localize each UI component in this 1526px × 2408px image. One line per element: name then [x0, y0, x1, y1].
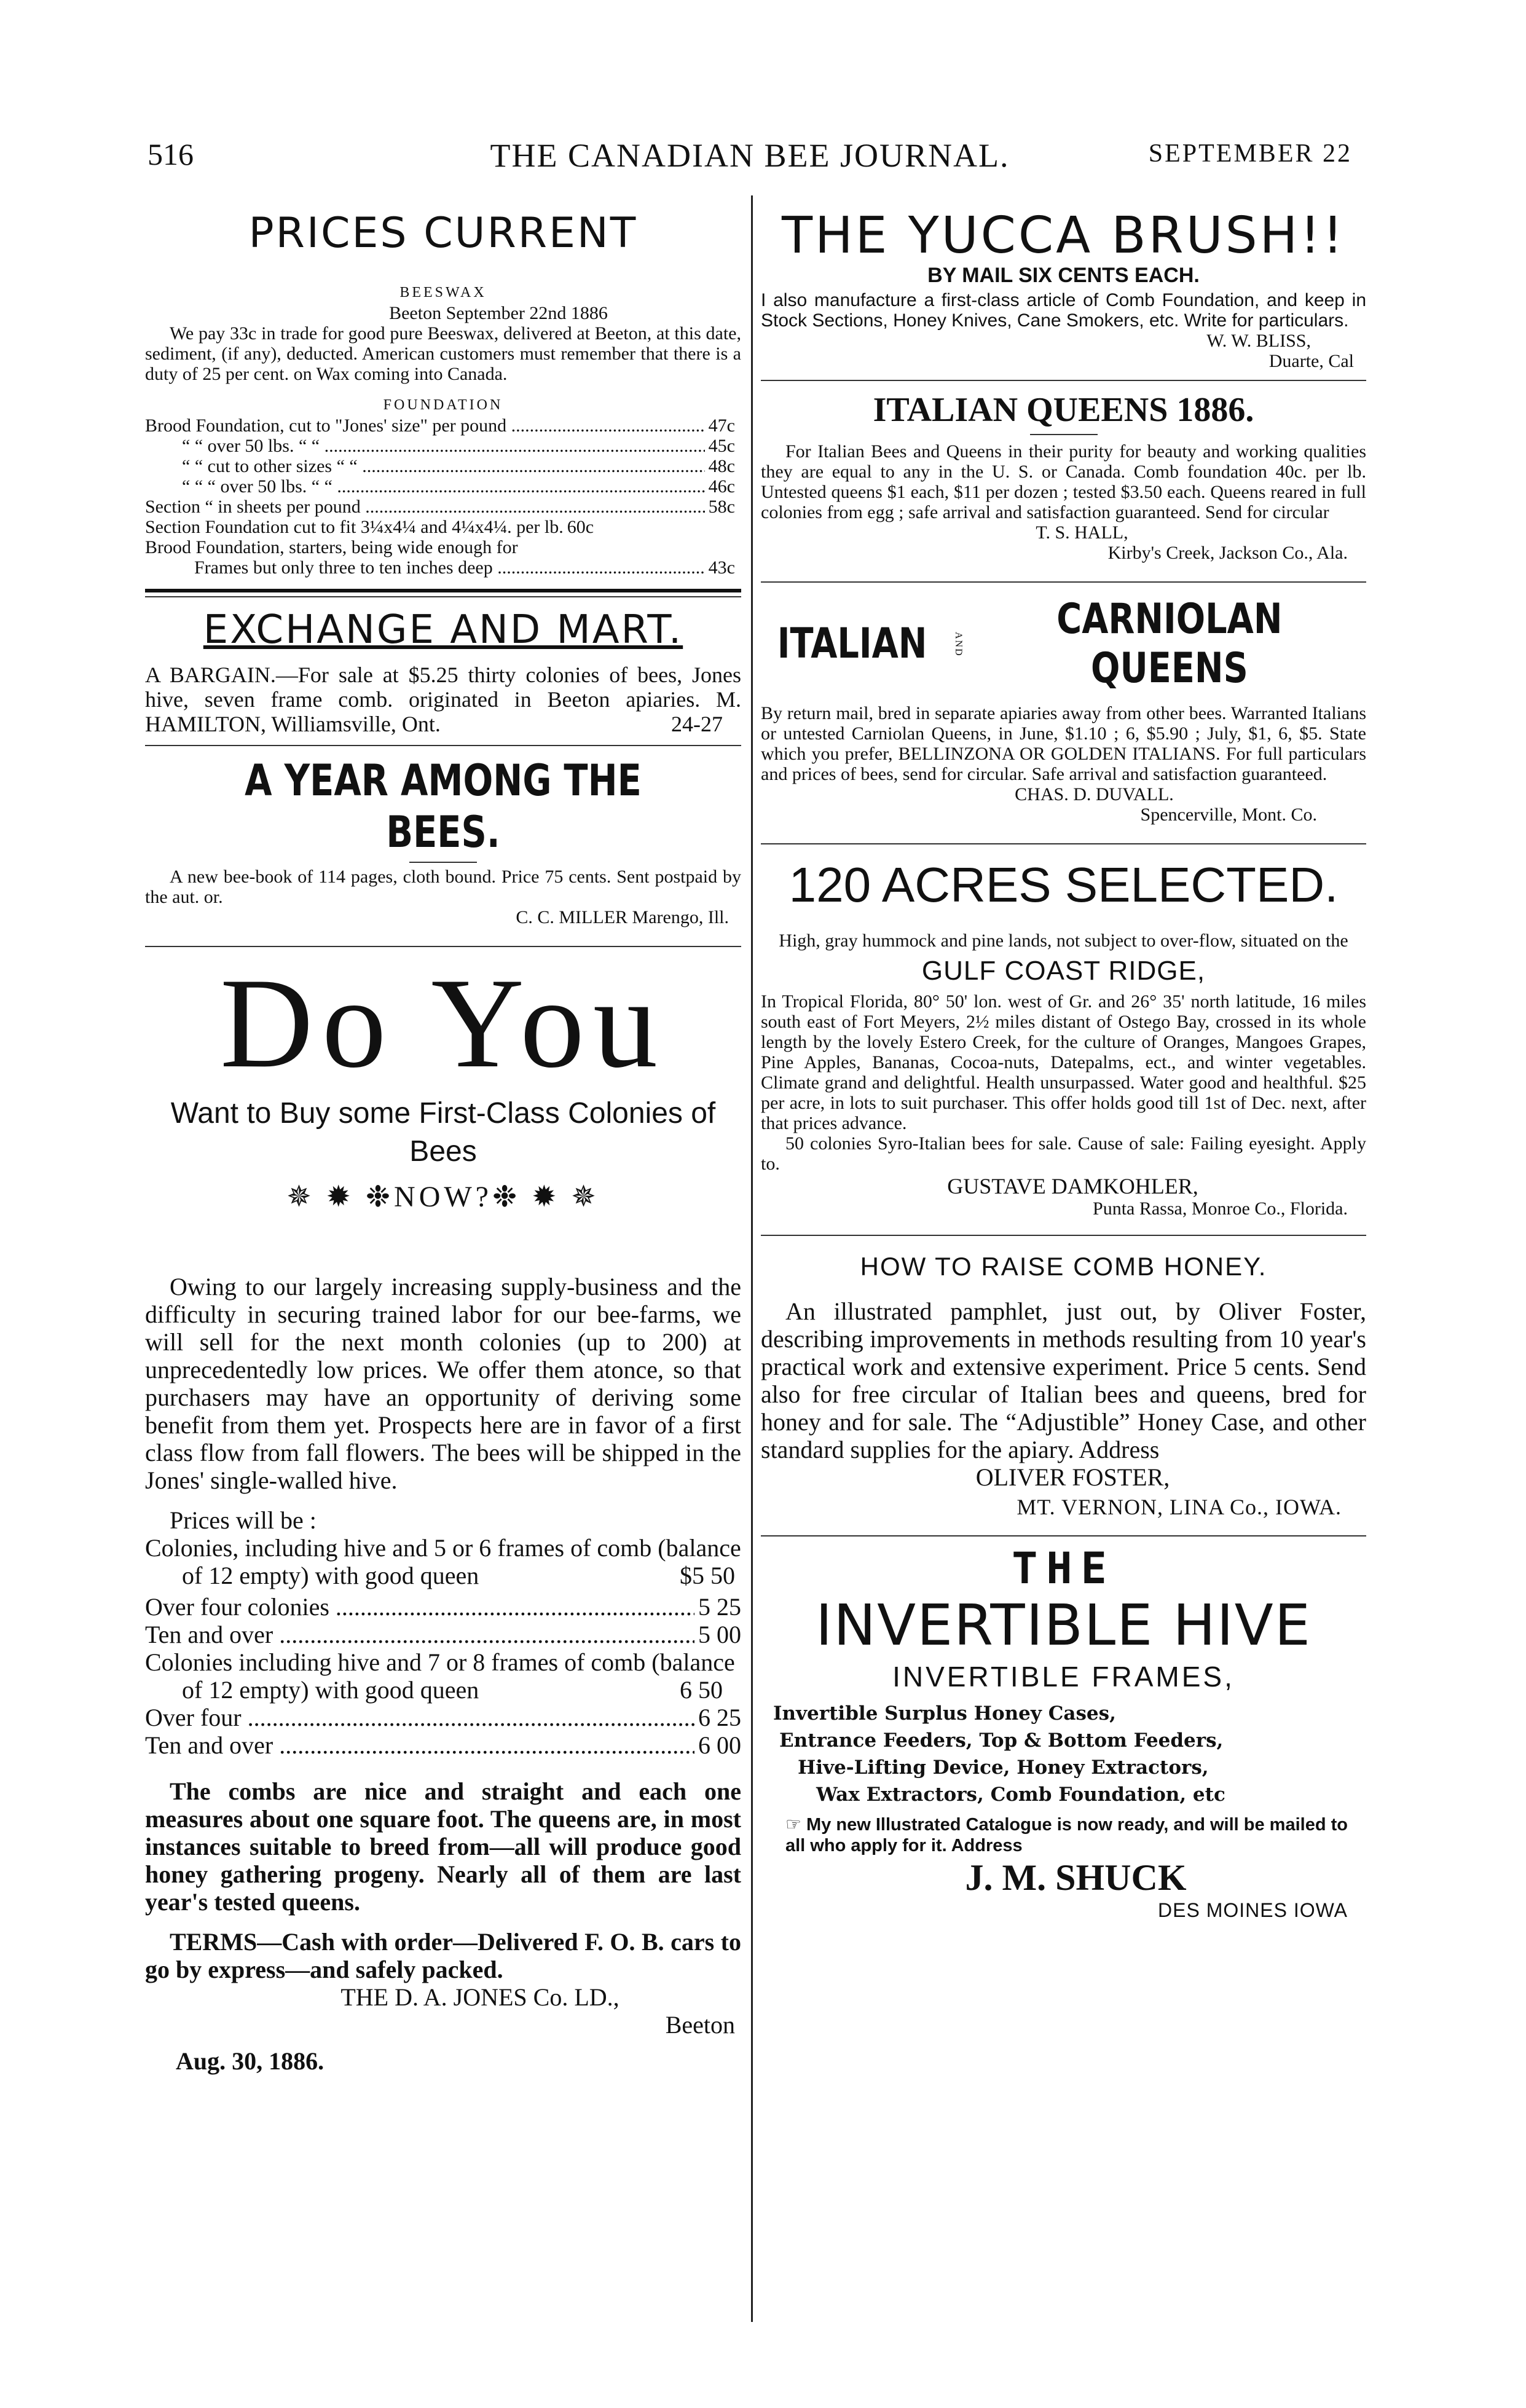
foundation-row: “ “ over 50 lbs. “ “ ..... 45c — [145, 436, 735, 456]
product-line: Invertible Surplus Honey Cases, — [773, 1702, 1116, 1725]
foundation-heading: FOUNDATION — [383, 397, 503, 413]
price-row: Ten and over ..... 6 00 — [145, 1731, 741, 1759]
price-row: Colonies including hive and 7 or 8 frames of comb (balance of 12 empty) with good queen 6 50 — [145, 1648, 735, 1704]
carniolan-name: CHAS. D. DUVALL. — [1015, 784, 1174, 805]
now-banner: ✵ ✹ ❉NOW?❉ ✹ ✵ — [286, 1181, 600, 1213]
acres-name: GUSTAVE DAMKOHLER, — [947, 1174, 1198, 1198]
section-rule — [761, 1235, 1366, 1236]
foundation-table — [145, 415, 735, 578]
italian-queens-text: For Italian Bees and Queens in their purity for beauty and working qualities they are equal to any in the U. S. or Canada. Comb foundation 40c. per lb. Untested queens $1 each, $11 per dozen ; tested $3.50 each. Queens reared in full colonies from egg ; safe arrival and satisfaction guaranteed. Send for circular — [761, 441, 1366, 522]
carniolan-queens-section — [761, 595, 1366, 825]
do-you-title: Do You — [220, 952, 666, 1095]
italian-queens-title: ITALIAN QUEENS 1886. — [873, 391, 1254, 429]
year-among-bees-section — [145, 755, 741, 927]
price-row: Ten and over ..... 5 00 — [145, 1621, 741, 1648]
year-among-bees-title: A YEAR AMONG THE BEES. — [245, 755, 642, 857]
section-rule — [761, 581, 1366, 583]
section-rule — [145, 946, 741, 947]
year-among-bees-text: A new bee-book of 114 pages, cloth bound. Price 75 cents. Sent postpaid by the aut. or. — [145, 867, 741, 907]
comb-honey-name: OLIVER FOSTER, — [975, 1463, 1170, 1491]
shuck-place: DES MOINES IOWA — [1158, 1899, 1348, 1921]
short-rule — [409, 862, 477, 863]
beeswax-dateline: Beeton September 22nd 1886 — [389, 303, 608, 323]
acres-title: 120 ACRES SELECTED. — [789, 857, 1339, 912]
do-you-section — [145, 952, 741, 2075]
page-header — [147, 136, 1352, 173]
short-rule — [1030, 434, 1098, 435]
italian-queens-place: Kirby's Creek, Jackson Co., Ala. — [1107, 543, 1348, 563]
beeswax-heading: BEESWAX — [399, 285, 487, 301]
year-among-bees-author: C. C. MILLER Marengo, Ill. — [516, 907, 729, 927]
catalogue-text: ☞ My new Illustrated Catalogue is now ready, and will be mailed to all who apply for it. Address — [785, 1815, 1348, 1855]
comb-honey-place: MT. VERNON, LINA Co., IOWA. — [1017, 1495, 1342, 1519]
yucca-place: Duarte, Cal — [1268, 351, 1354, 371]
exchange-ref: 24-27 — [671, 712, 723, 736]
left-column — [145, 195, 741, 2075]
shuck-name: J. M. SHUCK — [965, 1857, 1187, 1898]
do-you-place: Beeton — [665, 2011, 735, 2039]
do-you-body: Owing to our largely increasing supply-business and the difficulty in securing trained labor for our bee-farms, we will sell for the next month colonies (up to 200) at unprecedentedly low prices. We offer them atonce, so that purchasers may have an opportunity of deriving some benefit from them yet. Prospects here are in favor of a first class flow from fall flowers. The bees will be shipped in the Jones' single-walled hive. — [145, 1273, 741, 1494]
the-banner: THE — [1012, 1543, 1115, 1594]
price-row: Colonies, including hive and 5 or 6 frames of comb (balance of 12 empty) with good queen $5 50 — [145, 1534, 741, 1589]
comb-honey-title: HOW TO RAISE COMB HONEY. — [860, 1252, 1267, 1281]
do-you-signature: THE D. A. JONES Co. LD., — [340, 1983, 619, 2011]
price-list — [145, 1534, 741, 1759]
product-line: Wax Extractors, Comb Foundation, etc — [816, 1784, 1225, 1806]
yucca-subtitle: BY MAIL SIX CENTS EACH. — [927, 264, 1200, 287]
acres-colonies: 50 colonies Syro-Italian bees for sale. Cause of sale: Failing eyesight. Apply to. — [761, 1133, 1366, 1174]
price-row: Over four ..... 6 25 — [145, 1704, 741, 1731]
yucca-name: W. W. BLISS, — [1206, 331, 1311, 351]
prices-current-title: PRICES CURRENT — [248, 209, 638, 258]
column-divider — [751, 195, 753, 2322]
section-rule — [145, 596, 741, 597]
issue-date: SEPTEMBER 22 — [1148, 140, 1352, 168]
gulf-coast-ridge: GULF COAST RIDGE, — [921, 956, 1206, 986]
yucca-brush-section — [761, 208, 1366, 371]
acres-section — [761, 854, 1366, 1219]
foundation-row: Brood Foundation, starters, being wide enough for — [145, 537, 518, 557]
italian-queens-section — [761, 390, 1366, 563]
foundation-row: Frames but only three to ten inches deep ..... 43c — [145, 557, 735, 578]
invertible-products — [761, 1700, 1366, 1808]
product-line: Hive-Lifting Device, Honey Extractors, — [798, 1757, 1209, 1779]
exchange-text: A BARGAIN.—For sale at $5.25 thirty colonies of bees, Jones hive, seven frame comb. originated in Beeton apiaries. M. HAMILTON, Williamsville, Ont. — [145, 663, 741, 736]
combs-text: The combs are nice and straight and each one measures about one square foot. The queens are, in most instances suitable to breed from—all will produce good honey gathering progeny. Nearly all of them are last year's tested queens. — [145, 1777, 741, 1916]
carniolan-text: By return mail, bred in separate apiaries away from other bees. Warranted Italians or untested Carniolan Queens, in June, $1.10 ; 6, $5.90 ; July, $1, 6, $5. State which you prefer, BELLINZONA OR GOLDEN ITALIANS. For full particulars and prices of bees, send for circular. Safe arrival and satisfaction guaranteed. — [761, 703, 1366, 784]
page-number: 516 — [147, 137, 194, 171]
invertible-hive-title: INVERTIBLE HIVE — [816, 1592, 1312, 1658]
foundation-row: Brood Foundation, cut to "Jones' size" per pound ..... 47c — [145, 415, 735, 436]
acres-intro: High, gray hummock and pine lands, not subject to over-flow, situated on the — [779, 931, 1348, 951]
section-rule — [761, 1535, 1366, 1536]
invertible-hive-section — [761, 1545, 1366, 1921]
right-column — [761, 195, 1366, 1921]
acres-text: In Tropical Florida, 80° 50' lon. west of Gr. and 26° 35' north latitude, 16 miles south east of Fort Meyers, 2½ miles distant of Ostego Bay, crossed in its whole length by the lovely Estero Creek, for the culture of Oranges, Mangoes Grapes, Pine Apples, Bananas, Cocoa-nuts, Datepalms, ect., and winter vegetables. Climate grand and delightful. Health unsurpassed. Water good and healthful. $25 per acre, in lots to suit purchaser. This offer holds good till 1st of Dec. next, after that prices advance. — [761, 991, 1366, 1133]
section-rule — [761, 843, 1366, 844]
foundation-row: “ “ “ over 50 lbs. “ “ ..... 46c — [145, 476, 735, 497]
prices-current-section — [145, 209, 741, 578]
terms-text: TERMS—Cash with order—Delivered F. O. B. cars to go by express—and safely packed. — [145, 1928, 741, 1983]
comb-honey-section — [761, 1248, 1366, 1519]
journal-title: THE CANADIAN BEE JOURNAL. — [490, 137, 1010, 174]
foundation-row: “ “ cut to other sizes “ “ ..... 48c — [145, 456, 735, 476]
section-rule — [761, 380, 1366, 381]
section-rule — [145, 745, 741, 746]
beeswax-text: We pay 33c in trade for good pure Beeswax, delivered at Beeton, at this date, sediment, (if any), deducted. American customers must remember that there is a duty of 25 per cent. on Wax coming into Canada. — [145, 323, 741, 384]
invertible-frames-subtitle: INVERTIBLE FRAMES, — [892, 1661, 1235, 1693]
yucca-title: THE YUCCA BRUSH!! — [781, 207, 1346, 265]
italian-queens-name: T. S. HALL, — [1036, 522, 1128, 543]
price-row: Over four colonies ..... 5 25 — [145, 1593, 741, 1621]
prices-intro: Prices will be : — [170, 1506, 317, 1534]
product-line: Entrance Feeders, Top & Bottom Feeders, — [779, 1729, 1224, 1752]
foundation-row: Section Foundation cut to fit 3¼x4¼ and 4¼x4¼. per lb. 60c — [145, 517, 594, 537]
exchange-mart-section — [145, 606, 741, 736]
comb-honey-text: An illustrated pamphlet, just out, by Oliver Foster, describing improvements in methods resulting from 10 year's practical work and extensive experiment. Price 5 cents. Send also for free circular of Italian bees and queens, bred for honey and for sale. The “Adjustible” Honey Case, and other standard supplies for the apiary. Address — [761, 1297, 1366, 1463]
do-you-date: Aug. 30, 1886. — [176, 2047, 324, 2075]
acres-place: Punta Rassa, Monroe Co., Florida. — [1093, 1198, 1348, 1219]
foundation-row: Section “ in sheets per pound ..... 58c — [145, 497, 735, 517]
carniolan-title: ITALIAN AND CARNIOLAN QUEENS — [777, 595, 1283, 693]
do-you-subtitle: Want to Buy some First-Class Colonies of Bees — [170, 1097, 716, 1168]
yucca-text: I also manufacture a first-class article of Comb Foundation, and keep in Stock Sections, Honey Knives, Cane Smokers, etc. Write for particulars. — [761, 290, 1366, 331]
carniolan-place: Spencerville, Mont. Co. — [1140, 805, 1317, 825]
exchange-mart-title: EXCHANGE AND MART. — [203, 607, 683, 653]
section-rule — [145, 589, 741, 592]
